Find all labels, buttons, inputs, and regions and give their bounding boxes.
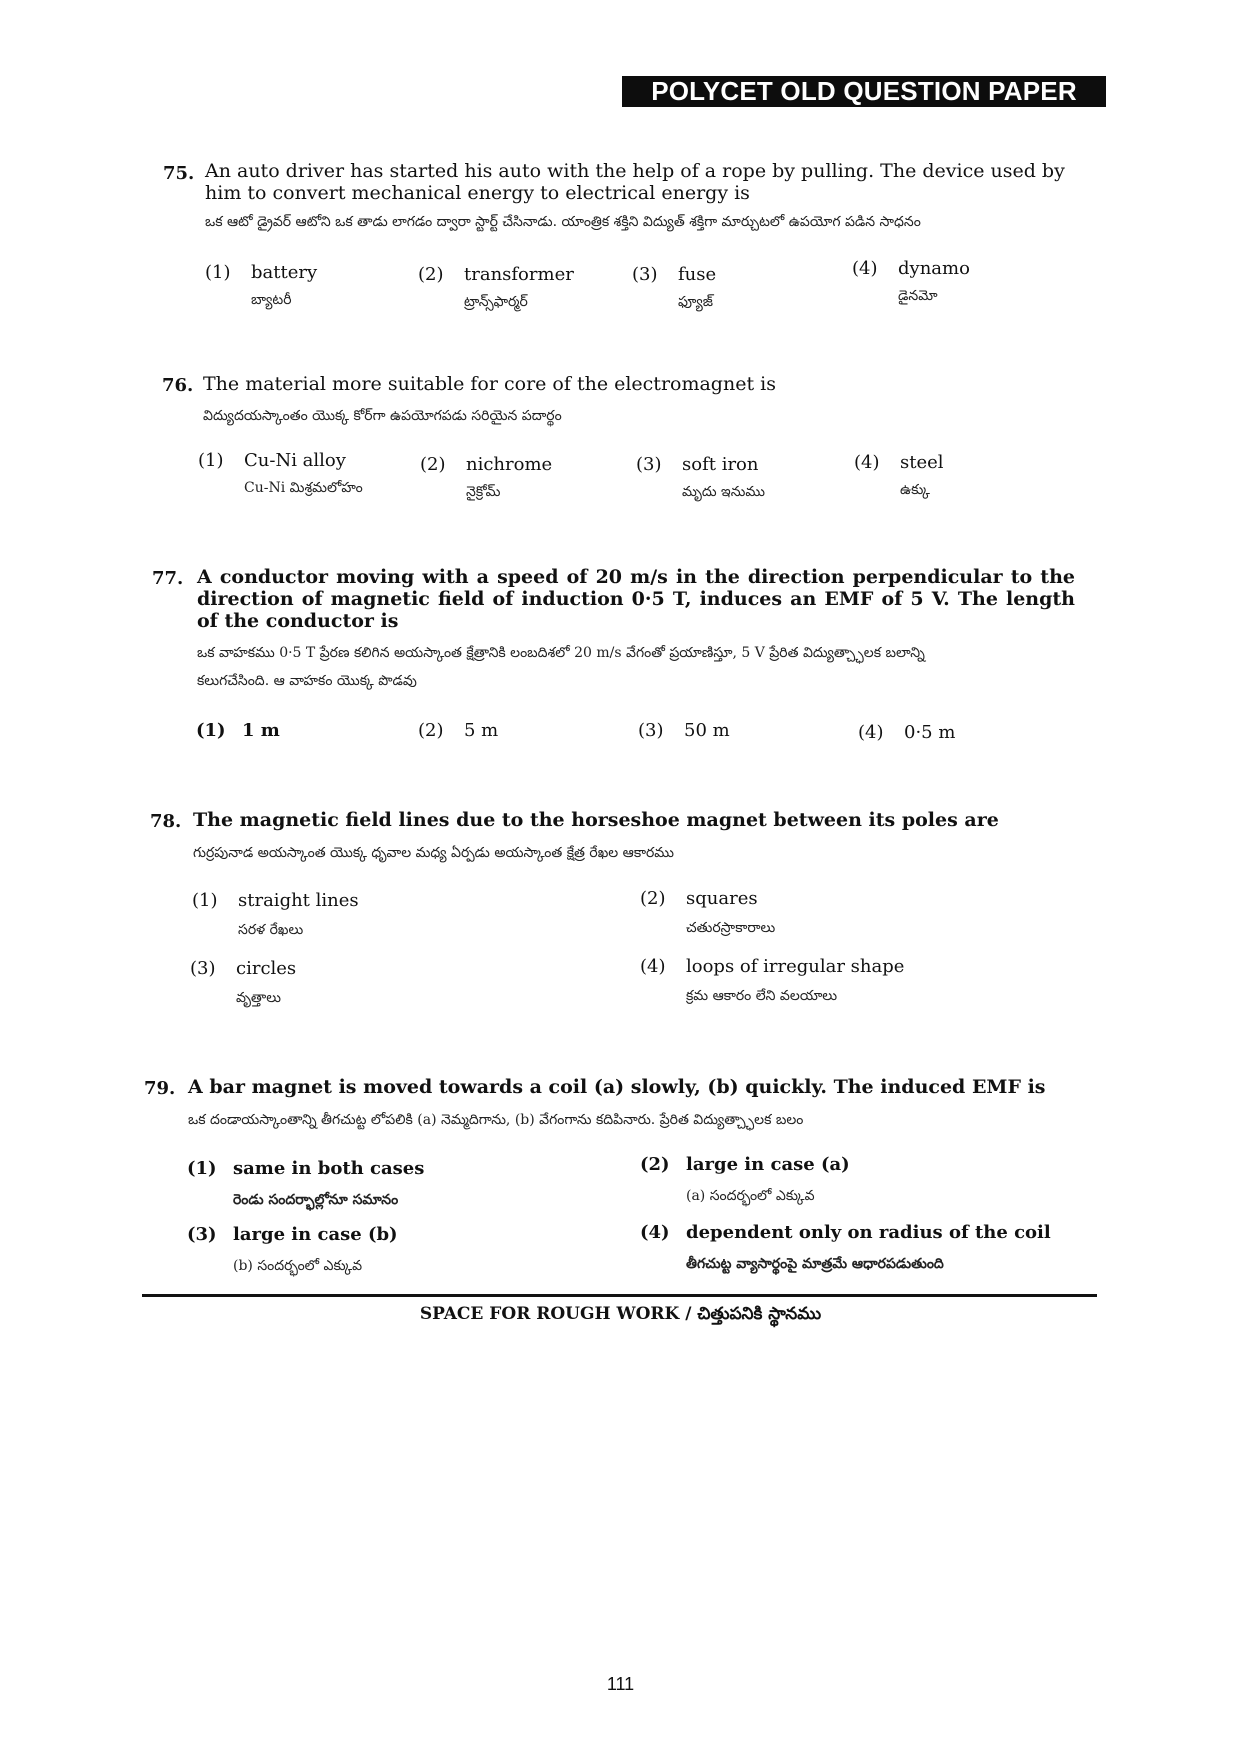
option-text: transformer <box>464 264 574 285</box>
option-number: (1) <box>192 890 218 911</box>
option-2[interactable] <box>420 454 552 475</box>
option-1[interactable] <box>205 262 317 283</box>
option-2[interactable] <box>640 888 758 909</box>
option-2-telugu: ట్రాన్స్‌ఫార్మర్ <box>464 294 528 310</box>
option-2-telugu: నైక్రోమ్ <box>466 484 501 500</box>
paper-title-banner: POLYCET OLD QUESTION PAPER <box>622 76 1106 107</box>
question-number: 77. <box>152 568 184 589</box>
option-4[interactable] <box>854 452 944 473</box>
option-number: (1) <box>205 262 231 283</box>
option-text: straight lines <box>238 890 359 911</box>
option-number: (4) <box>640 956 666 977</box>
option-text: fuse <box>678 264 717 285</box>
option-number: (2) <box>418 264 444 285</box>
question-stem: A bar magnet is moved towards a coil (a) slowly, (b) quickly. The induced EMF is <box>188 1076 1046 1098</box>
option-1[interactable] <box>198 450 346 471</box>
question-number: 79. <box>144 1078 176 1099</box>
option-number: (3) <box>638 720 664 741</box>
option-3-telugu: (b) సందర్భంలో ఎక్కువ <box>233 1258 363 1274</box>
question-stem: The magnetic field lines due to the horseshoe magnet between its poles are <box>193 809 999 831</box>
option-1[interactable] <box>192 890 359 911</box>
question-stem-telugu-line-2: కలుగచేసింది. ఆ వాహకం యొక్క పొడవు <box>197 673 417 689</box>
option-1-telugu: రెండు సందర్భాల్లోనూ సమానం <box>233 1192 399 1208</box>
question-number: 78. <box>150 811 182 832</box>
option-text: large in case (a) <box>686 1154 850 1175</box>
option-3[interactable] <box>187 1224 398 1245</box>
option-3[interactable] <box>638 720 730 741</box>
option-3[interactable] <box>632 264 716 285</box>
question-stem-telugu: విద్యుదయస్కాంతం యొక్క కోర్‌గా ఉపయోగపడు సరియైన పదార్థం <box>203 408 562 424</box>
question-stem: An auto driver has started his auto with the help of a rope by pulling. The device used by him to convert mechanical energy to electrical energy is <box>205 160 1065 204</box>
option-2-telugu: (a) సందర్భంలో ఎక్కువ <box>686 1188 815 1204</box>
option-number: (2) <box>420 454 446 475</box>
option-2[interactable] <box>418 720 498 741</box>
option-4-telugu: క్రమ ఆకారం లేని వలయాలు <box>686 988 838 1004</box>
option-text: large in case (b) <box>233 1224 398 1245</box>
option-number: (2) <box>640 1154 670 1175</box>
question-number: 76. <box>162 375 194 396</box>
option-number: (1) <box>196 720 226 741</box>
option-text: 50 m <box>684 720 730 741</box>
option-2[interactable] <box>418 264 574 285</box>
option-number: (4) <box>854 452 880 473</box>
option-text: 0·5 m <box>904 722 956 743</box>
option-4-telugu: తీగచుట్ట వ్యాసార్థంపై మాత్రమే ఆధారపడుతుంది <box>686 1256 944 1272</box>
option-text: nichrome <box>466 454 553 475</box>
option-3-telugu: ఫ్యూజ్ <box>678 294 713 310</box>
option-3-telugu: మృదు ఇనుము <box>682 484 766 500</box>
option-4[interactable] <box>852 258 970 279</box>
option-text: circles <box>236 958 297 979</box>
option-number: (4) <box>858 722 884 743</box>
option-text: dependent only on radius of the coil <box>686 1222 1051 1243</box>
question-stem: A conductor moving with a speed of 20 m/s in the direction perpendicular to the direction of magnetic field of induction 0·5 T, induces an EMF of 5 V. The length of the conductor is <box>197 566 1075 632</box>
question-stem-telugu: గుర్రపునాడ అయస్కాంత యొక్క ధృవాల మధ్య ఏర్పడు అయస్కాంత క్షేత్ర రేఖల ఆకారము <box>193 845 674 861</box>
question-number: 75. <box>163 163 195 184</box>
question-stem: The material more suitable for core of the electromagnet is <box>203 373 776 395</box>
option-3-telugu: వృత్తాలు <box>236 990 281 1006</box>
option-text: steel <box>900 452 944 473</box>
option-4[interactable] <box>640 956 904 977</box>
option-number: (3) <box>632 264 658 285</box>
option-text: 5 m <box>464 720 499 741</box>
page-number: 111 <box>606 1674 635 1694</box>
option-text: loops of irregular shape <box>686 956 905 977</box>
option-number: (1) <box>187 1158 217 1179</box>
option-3[interactable] <box>636 454 758 475</box>
divider-rule <box>142 1294 1097 1297</box>
option-number: (1) <box>198 450 224 471</box>
option-4-telugu: డైనమో <box>898 288 938 304</box>
option-number: (3) <box>636 454 662 475</box>
option-text: squares <box>686 888 758 909</box>
option-number: (2) <box>640 888 666 909</box>
option-text: same in both cases <box>233 1158 425 1179</box>
question-stem-telugu-line-1: ఒక వాహకము 0·5 T ప్రేరణ కలిగిన అయస్కాంత క్షేత్రానికి లంబదిశలో 20 m/s వేగంతో ప్రయాణిస్తూ, 5 V ప్రేరిత విద్యుత్చ్ఛాలక బలాన్ని <box>197 645 925 661</box>
option-4[interactable] <box>640 1222 1051 1243</box>
option-text: soft iron <box>682 454 759 475</box>
option-number: (3) <box>187 1224 217 1245</box>
option-number: (4) <box>640 1222 670 1243</box>
option-number: (3) <box>190 958 216 979</box>
option-text: 1 m <box>242 720 280 741</box>
rough-work-label: SPACE FOR ROUGH WORK / చిత్తుపనికి స్థానము <box>419 1304 822 1324</box>
option-2[interactable] <box>640 1154 850 1175</box>
option-4-telugu: ఉక్కు <box>900 482 930 498</box>
question-stem-telugu: ఒక ఆటో డ్రైవర్ ఆటోని ఒక తాడు లాగడం ద్వారా స్టార్ట్ చేసినాడు. యాంత్రిక శక్తిని విద్యుత్ శక్తిగా మార్చుటలో ఉపయోగ పడిన సాధనం <box>205 214 921 230</box>
option-number: (2) <box>418 720 444 741</box>
question-stem-telugu: ఒక దండాయస్కాంతాన్ని తీగచుట్ట లోపలికి (a) నెమ్మదిగాను, (b) వేగంగాను కదిపినారు. ప్రేరిత విద్యుత్చ్ఛాలక బలం <box>188 1112 804 1128</box>
option-1-telugu: సరళ రేఖలు <box>238 922 304 938</box>
option-1[interactable] <box>196 720 280 741</box>
option-2-telugu: చతురస్రాకారాలు <box>686 920 776 936</box>
option-number: (4) <box>852 258 878 279</box>
option-1[interactable] <box>187 1158 424 1179</box>
option-3[interactable] <box>190 958 296 979</box>
option-1-telugu: Cu-Ni మిశ్రమలోహం <box>244 480 363 496</box>
option-text: Cu-Ni alloy <box>244 450 346 471</box>
option-text: dynamo <box>898 258 970 279</box>
option-text: battery <box>251 262 318 283</box>
option-1-telugu: బ్యాటరీ <box>251 292 292 308</box>
option-4[interactable] <box>858 722 955 743</box>
